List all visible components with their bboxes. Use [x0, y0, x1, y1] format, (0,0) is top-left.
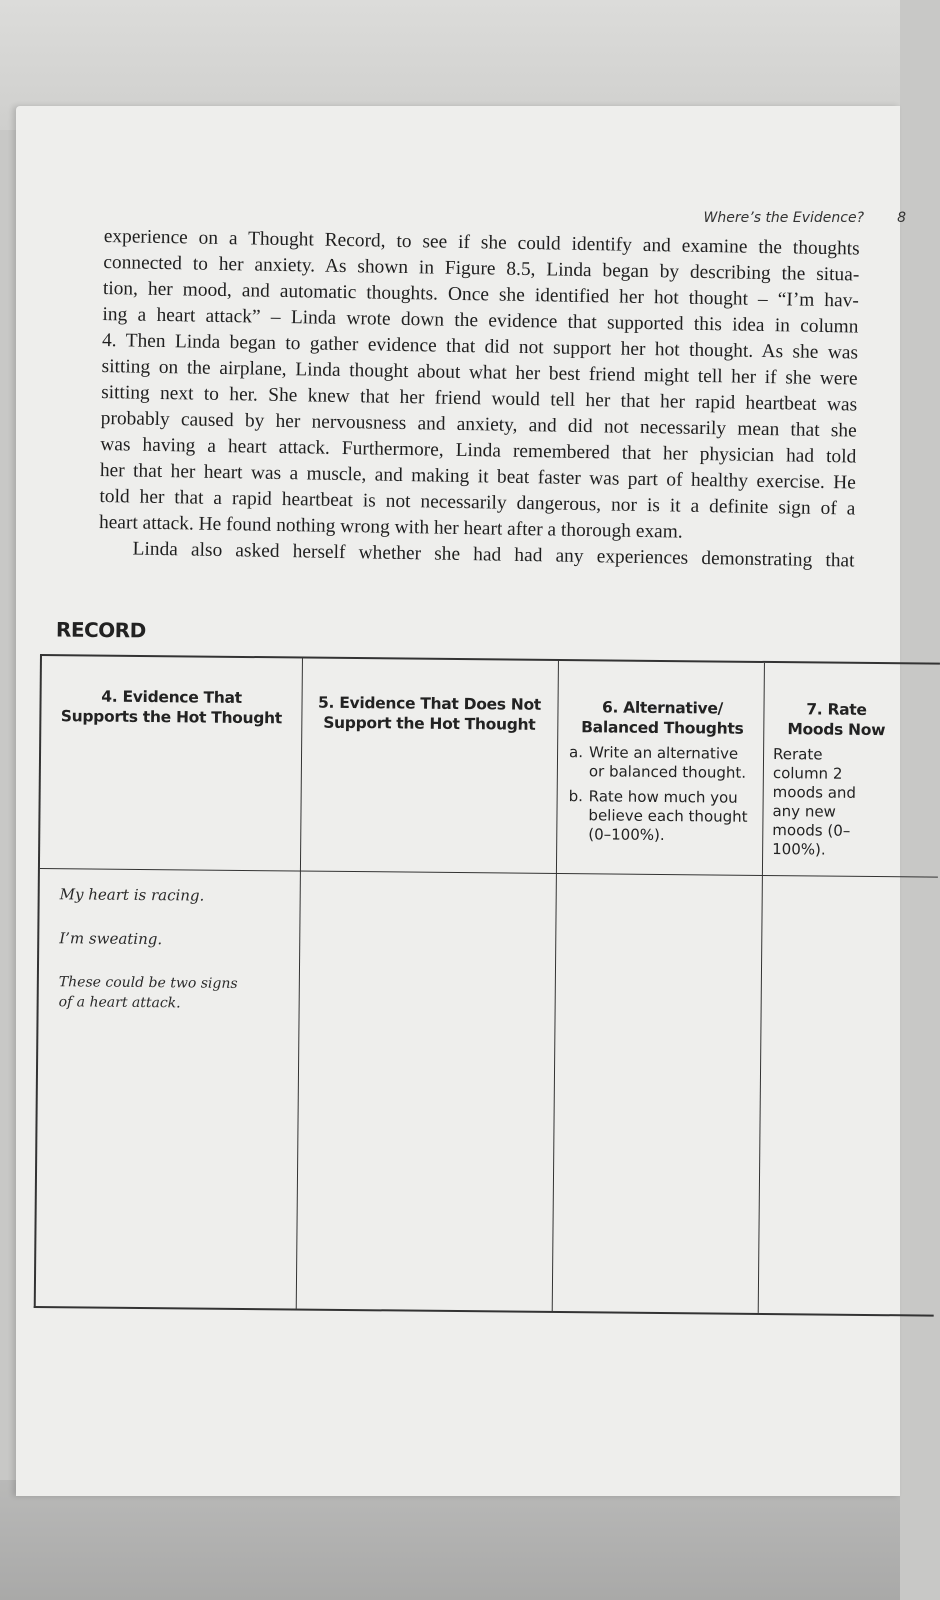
body-line: 4. Then Linda began to gather evidence that did not support her hot thought. As she was [101, 329, 859, 364]
instruction-item [568, 787, 755, 846]
body-line: tion, her mood, and automatic thoughts. Once she identified her hot thought – “I’m hav- [102, 277, 860, 312]
body-line: told her that a rapid heartbeat is not necessarily dangerous, nor is it a definite sign of a [99, 485, 856, 520]
background-bottom [0, 1480, 900, 1600]
heading-line: 7. Rate [806, 700, 867, 719]
column-header-6 [556, 661, 764, 875]
column-heading [301, 693, 557, 735]
body-line: Linda also asked herself whether she had had any experiences demonstrating that [132, 538, 855, 572]
column-heading [41, 686, 301, 728]
record-title: RECORD [55, 617, 146, 643]
body-line: was having a heart attack. Furthermore, Linda remembered that her physician had told [100, 433, 857, 468]
heading-line: Moods Now [787, 720, 886, 740]
heading-line: 5. Evidence That Does Not [318, 693, 542, 714]
handwritten-entry: of a heart attack. [58, 994, 181, 1012]
column-header-7 [762, 663, 904, 876]
handwritten-entry: I’m sweating. [59, 929, 163, 949]
handwritten-entry: These could be two signs [58, 974, 238, 992]
body-line: probably caused by her nervousness and anxiety, and did not necessarily mean that she [100, 407, 857, 442]
thought-record-table [34, 654, 940, 1317]
body-line: sitting on the airplane, Linda thought about what her best friend might tell her if she were [101, 355, 858, 390]
column-instructions: Rerate column 2 moods and any new moods (0–100%). [772, 745, 857, 859]
body-line: connected to her anxiety. As shown in Figure 8.5, Linda began by describing the situa- [103, 251, 860, 286]
body-line: heart attack. He found nothing wrong with her heart after a thorough exam. [98, 511, 683, 543]
body-line: ing a heart attack” – Linda wrote down the evidence that supported this idea in column [102, 303, 859, 338]
heading-line: 4. Evidence That [101, 687, 242, 707]
body-line: experience on a Thought Record, to see if she could identify and examine the thoughts [103, 225, 860, 260]
running-head: Where’s the Evidence? [703, 210, 864, 226]
column-header-4 [40, 656, 302, 870]
table-frame [34, 654, 940, 1317]
column-heading [773, 699, 899, 740]
book-page [16, 106, 906, 1496]
page-number: 8 [897, 210, 906, 226]
heading-line: Balanced Thoughts [581, 718, 744, 738]
item-marker: b. [568, 787, 584, 806]
instruction-item [569, 743, 755, 783]
column-instructions [568, 743, 755, 846]
handwritten-entry: My heart is racing. [59, 885, 205, 905]
heading-line: Supports the Hot Thought [60, 707, 283, 728]
column-heading [569, 697, 755, 739]
body-text [98, 224, 860, 574]
heading-line: 6. Alternative/ [601, 698, 724, 718]
body-line: sitting next to her. She knew that her friend would tell her that her rapid heartbeat was [101, 381, 858, 416]
column-header-5 [300, 659, 558, 873]
item-text: Rate how much you believe each thought (0–100%). [588, 787, 748, 845]
item-text: Write an alternative or balanced thought. [588, 743, 747, 782]
item-marker: a. [568, 743, 584, 762]
heading-line: Support the Hot Thought [323, 713, 536, 734]
body-line: her that her heart was a muscle, and making it beat faster was part of healthy exercise. He [99, 459, 856, 494]
